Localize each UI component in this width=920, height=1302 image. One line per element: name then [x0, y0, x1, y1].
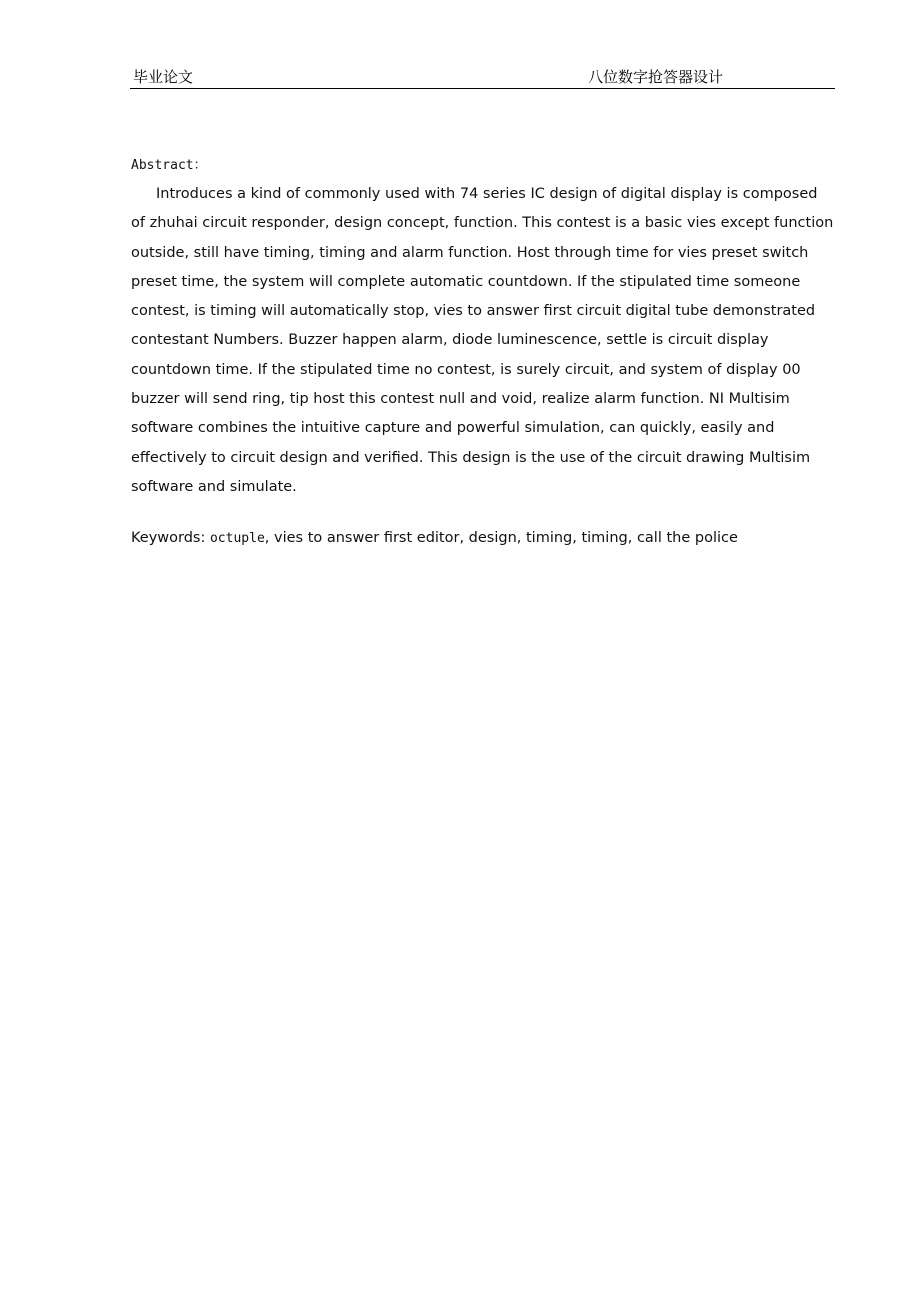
keyword-octuple: octuple: [209, 531, 265, 546]
keywords-label: Keywords:: [131, 530, 206, 546]
abstract-heading: Abstract：: [131, 158, 207, 173]
header-thesis-label: 毕业论文: [133, 68, 194, 86]
keywords-rest: , vies to answer first editor, design, timing, timing, call the police: [264, 530, 738, 546]
header-thesis-title: 八位数字抢答器设计: [588, 68, 724, 86]
keywords-line: [131, 526, 835, 551]
abstract-paragraph: Introduces a kind of commonly used with 74 series IC design of digital display is composed of zhuhai circuit responder, design concept, function. This contest is a basic vies except function outside, still have timing, timing and alarm function. Host through time for vies preset switch preset time, the system will complete automatic countdown. If the stipulated time someone contest, is timing will automatically stop, vies to answer first circuit digital tube demonstrated contestant Numbers. Buzzer happen alarm, diode luminescence, settle is circuit display countdown time. If the stipulated time no contest, is surely circuit, and system of display 00 buzzer will send ring, tip host this contest null and void, realize alarm function. NI Multisim software combines the intuitive capture and powerful simulation, can quickly, easily and effectively to circuit design and verified. This design is the use of the circuit drawing Multisim software and simulate.: [131, 186, 834, 495]
page-header: [130, 66, 835, 89]
